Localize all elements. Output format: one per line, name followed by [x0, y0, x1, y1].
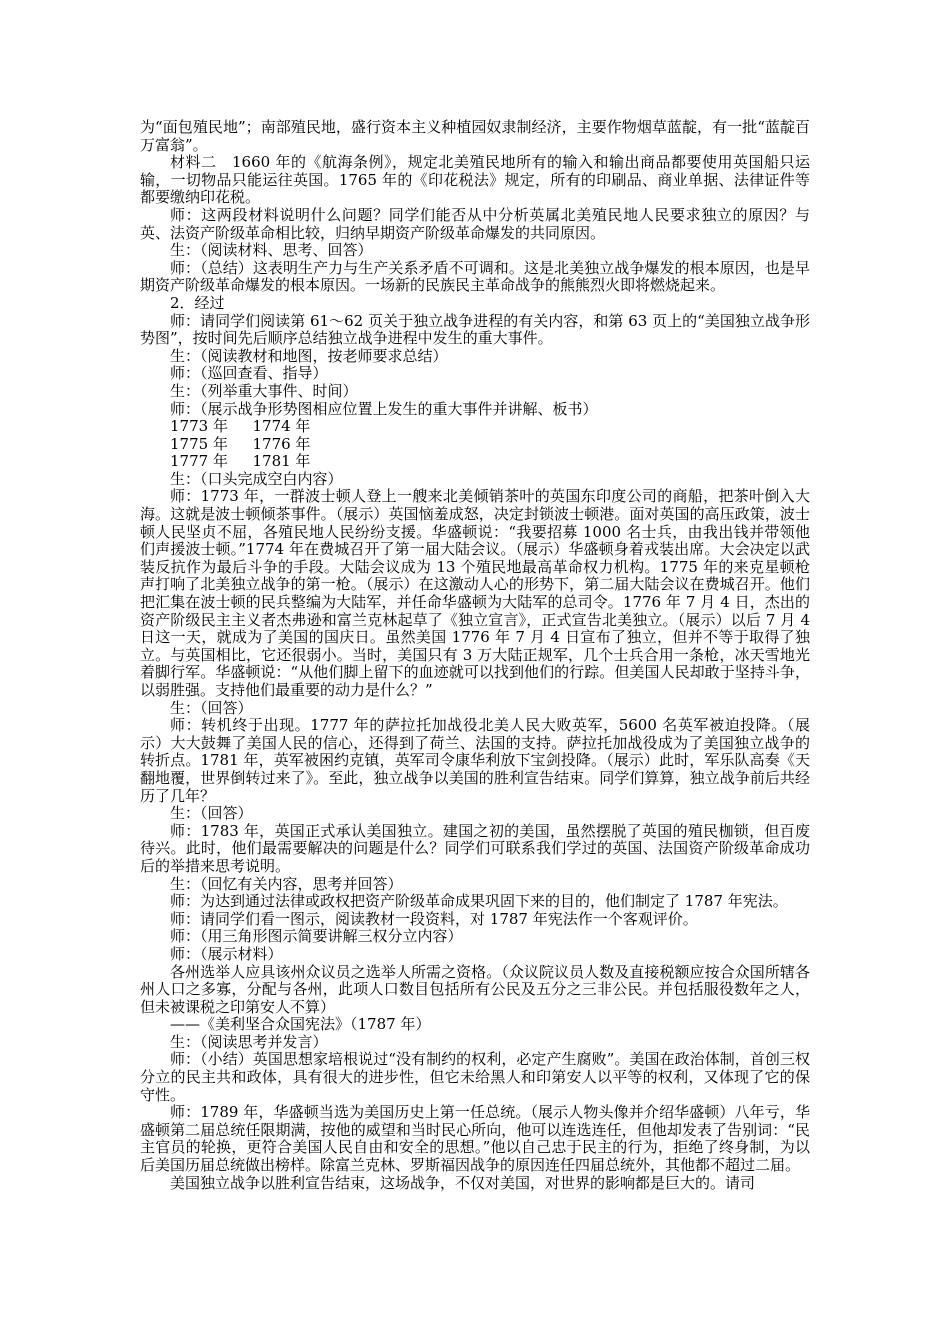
paragraph: 师：（巡回查看、指导） [170, 364, 328, 383]
paragraph: 生：（回答） [170, 698, 253, 717]
quoted-material: 各州选举人应具该州众议员之选举人所需之资格。（众议院议员人数及直接税额应按合众国所辖各州人口之多寡，分配与各州，此项人口数目包括所有公民及五分之三非公民。并包括服役数年之人，但未被课税之印第安人不算） [140, 962, 810, 1016]
paragraph: 师：（总结）这表明生产力与生产关系矛盾不可调和。这是北美独立战争爆发的根本原因，也是早期资产阶级革命爆发的根本原因。一场新的民族民主革命战争的熊熊烈火即将燃烧起来。 [140, 258, 810, 295]
paragraph: 为“面包殖民地”；南部殖民地，盛行资本主义种植园奴隶制经济，主要作物烟草蓝靛，有一批“蓝靛百万富翁”。 [140, 118, 810, 154]
paragraph: 师：（展示战争形势图相应位置上发生的重大事件并讲解、板书） [170, 399, 598, 418]
paragraph: 师：1773 年，一群波士顿人登上一艘来北美倾销茶叶的英国东印度公司的商船，把茶叶倒入大海。这就是波士顿倾茶事件。（展示）英国恼羞成怒，决定封锁波士顿港。面对英国的高压政策，波士顿人民坚贞不屈，各殖民地人民纷纷支援。华盛顿说：“我要招募 1000 名士兵，由我出钱并带领他们声援波士顿。”1774 年在费城召开了第一届大陆会议。（展示）华盛顿身着戎装出席。大会决定以武装反抗作为最后斗争的手段。大陆会议成为 13 个殖民地最高革命权力机构。1775 年的来克星顿枪声打响了北美独立战争的第一枪。（展示）在这激动人心的形势下，第二届大陆会议在费城召开。他们把汇集在波士顿的民兵整编为大陆军，并任命华盛顿为大陆军的总司令。1776 年 7 月 4 日，杰出的资产阶级民主主义者杰弗逊和富兰克林起草了《独立宣言》，正式宣告北美独立。（展示）以后 7 月 4 日这一天，就成为了美国的国庆日。虽然美国 1776 年 7 月 4 日宣布了独立，但并不等于取得了独立。与英国相比，它还很弱小。当时，美国只有 3 万大陆正规军，几个士兵合用一条枪，冰天雪地光着脚行军。华盛顿说：“从他们脚上留下的血迹就可以找到他们的行踪。但美国人民却敢于坚持斗争，以弱胜强。支持他们最重要的动力是什么？” [140, 487, 810, 699]
paragraph: 师：1783 年，英国正式承认美国独立。建国之初的美国，虽然摆脱了英国的殖民枷锁，但百废待兴。此时，他们最需要解决的问题是什么？同学们可联系我们学过的英国、法国资产阶级革命成功后的举措来思考说明。 [140, 821, 810, 875]
paragraph: 生：（回答） [170, 804, 253, 823]
year-list [140, 418, 810, 471]
paragraph: 生：（阅读材料、思考、回答） [170, 241, 373, 260]
paragraph: 师：1789 年，华盛顿当选为美国历史上第一任总统。（展示人物头像并介绍华盛顿）八年亏，华盛顿第二届总统任限期满，按他的威望和当时民心所向，他可以连选连任，但他却发表了告别词：“民主官员的轮换，更符合美国人民自由和安全的思想。”他以自己忠于民主的行为，拒绝了终身制，为以后美国历届总统做出榜样。除富兰克林、罗斯福因战争的原因连任四届总统外，其他都不超过二届。 [140, 1103, 810, 1175]
paragraph: 生：（列举重大事件、时间） [170, 381, 358, 400]
paragraph: 材料二 1660 年的《航海条例》，规定北美殖民地所有的输入和输出商品都要使用英国船只运输，一切物品只能运往英国。1765 年的《印花税法》规定，所有的印刷品、商业单据、法律证件等都要缴纳印花税。 [140, 153, 810, 207]
quote-source: ——《美利坚合众国宪法》（1787 年） [170, 1015, 431, 1034]
paragraph: 师：请同学们阅读第 61～62 页关于独立战争进程的有关内容，和第 63 页上的“美国独立战争形势图”，按时间先后顺序总结独立战争进程中发生的重大事件。 [140, 311, 810, 348]
paragraph: 生：（阅读思考并发言） [170, 1032, 328, 1051]
paragraph: 生：（口头完成空白内容） [170, 469, 343, 488]
paragraph: 师：这两段材料说明什么问题？同学们能否从中分析英属北美殖民地人民要求独立的原因？与英、法资产阶级革命相比较，归纳早期资产阶级革命爆发的共同原因。 [140, 205, 810, 242]
text-section-2 [140, 471, 810, 1192]
section-heading: 2．经过 [170, 293, 225, 312]
paragraph: 生：（阅读教材和地图，按老师要求总结） [170, 346, 448, 365]
text-section-1 [140, 119, 810, 418]
paragraph: 师：请同学们看一图示，阅读教材一段资料，对 1787 年宪法作一个客观评价。 [170, 909, 698, 928]
year-row: 1775 年 1776 年 [170, 434, 311, 453]
paragraph: 生：（回忆有关内容，思考并回答） [170, 874, 403, 893]
year-row: 1773 年 1774 年 [170, 417, 311, 436]
paragraph: 师：（用三角形图示简要讲解三权分立内容） [170, 927, 463, 946]
paragraph: 师：转机终于出现。1777 年的萨拉托加战役北美人民大败英军，5600 名英军被迫投降。（展示）大大鼓舞了美国人民的信心，还得到了荷兰、法国的支持。萨拉托加战役成为了美国独立战争的转折点。1781 年，英军被困约克镇，英军司令康华利放下宝剑投降。（展示）此时，军乐队高奏《天翻地覆，世界倒转过来了》。至此，独立战争以美国的胜利宣告结束。同学们算算，独立战争前后共经历了几年？ [140, 716, 810, 805]
paragraph: 师：为达到通过法律或政权把资产阶级革命成果巩固下来的目的，他们制定了 1787 年宪法。 [170, 892, 788, 911]
paragraph: 师：（小结）英国思想家培根说过“没有制约的权利，必定产生腐败”。美国在政治体制，首创三权分立的民主共和政体，具有很大的进步性，但它未给黑人和印第安人以平等的权利，又体现了它的保守性。 [140, 1050, 810, 1104]
year-row: 1777 年 1781 年 [170, 452, 311, 471]
paragraph: 师：（展示材料） [170, 944, 283, 963]
paragraph: 美国独立战争以胜利宣告结束，这场战争，不仅对美国，对世界的影响都是巨大的。请司 [170, 1173, 756, 1192]
